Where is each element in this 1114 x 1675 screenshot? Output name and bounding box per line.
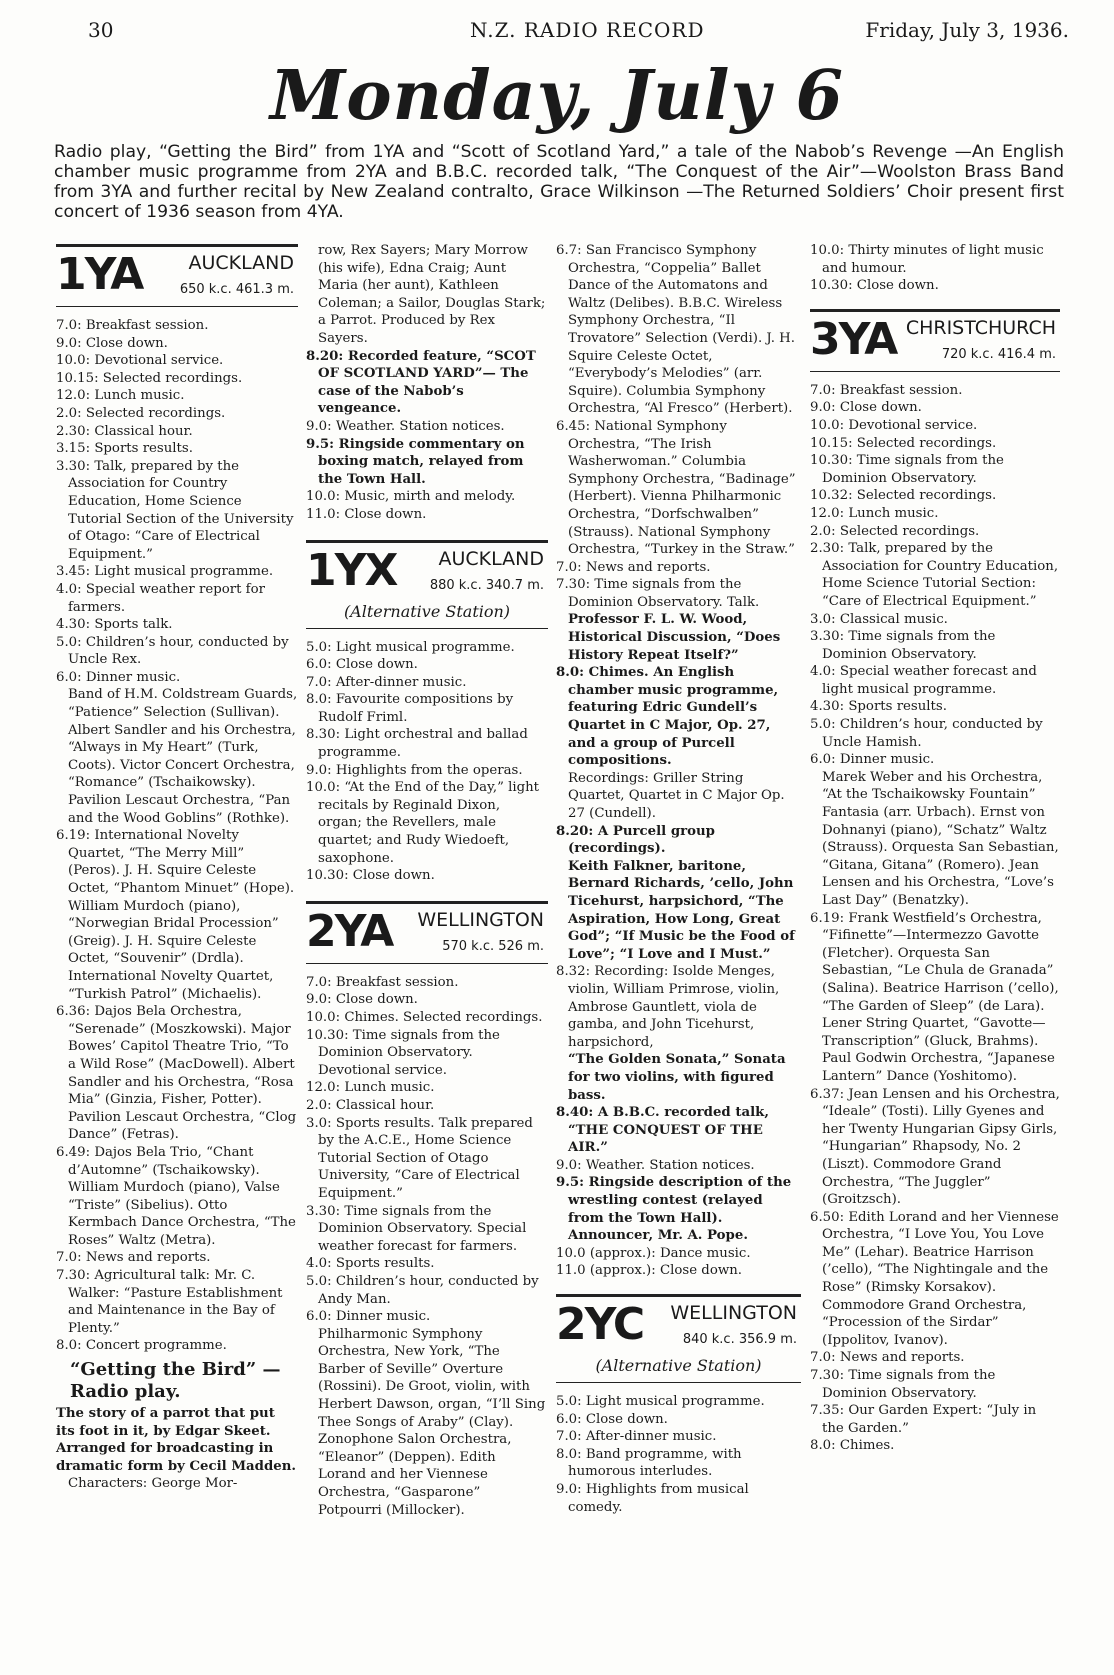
schedule-entry: 4.0: Special weather forecast and light musical programme. xyxy=(810,664,1037,697)
talk-detail: Professor F. L. W. Wood, Historical Discussion, “Does History Repeat Itself?” xyxy=(568,612,781,663)
schedule-detail: row, Rex Sayers; Mary Morrow (his wife), Edna Craig; Aunt Maria (her aunt), Kathleen Coleman; a Sailor, Douglas Stark; a Parrot. Produced by Rex Sayers. xyxy=(318,243,546,346)
schedule-entry: 9.5: Ringside description of the wrestling contest (relayed from the Town Hall). Announcer, Mr. A. Pope. xyxy=(556,1175,792,1244)
schedule-entry: 6.45: National Symphony Orchestra, “The Irish Washerwoman.” Columbia Symphony Orchestra, “Badinage” (Herbert). Vienna Philharmonic Orchestra, “Dorfschwalben” (Strauss). National Symphony Orchestra, “Turkey in the Straw.” xyxy=(556,418,796,558)
station-header-3ya xyxy=(810,309,1060,372)
schedule-entry: 10.15: Selected recordings. xyxy=(56,370,243,386)
column-3 xyxy=(556,242,801,1516)
schedule-entry: 3.30: Time signals from the Dominion Observatory. xyxy=(810,629,996,662)
schedule-entry: 10.0: “At the End of the Day,” light recitals by Reginald Dixon, organ; the Revellers, male quartet; and Rudy Wiedoeft, saxophone. xyxy=(306,780,540,866)
schedule-entry: 8.20: Recorded feature, “SCOT OF SCOTLAND YARD”— The case of the Nabob’s vengeance. xyxy=(306,348,536,417)
schedule-entry: 2.0: Selected recordings. xyxy=(56,405,226,421)
schedule-entry: 12.0: Lunch music. xyxy=(306,1080,435,1096)
schedule-entry: 8.20: A Purcell group (recordings). xyxy=(556,823,715,857)
intro-paragraph: Radio play, “Getting the Bird” from 1YA and “Scott of Scotland Yard,” a tale of the Nabob’s Revenge —An English chamber music programme from 2YA and B.B.C. recorded talk, “The Conquest of the Air”—Woolston Brass Band from 3YA and further recital by New Zealand contralto, Grace Wilkinson —The Returned Soldiers’ Choir present first concert of 1936 season from 4YA. xyxy=(54,142,1064,222)
schedule-entry: 5.0: Children’s hour, conducted by Uncle Hamish. xyxy=(810,717,1043,750)
schedule-entry: 12.0: Lunch music. xyxy=(810,505,939,521)
station-city: WELLINGTON xyxy=(417,908,544,931)
station-code: 2YA xyxy=(306,905,393,957)
schedule-entry: 10.15: Selected recordings. xyxy=(810,435,997,451)
schedule-entry: 9.0: Close down. xyxy=(810,400,922,416)
schedule-entry: 3.0: Sports results. Talk prepared by the A.C.E., Home Science Tutorial Section of Otago University, “Care of Electrical Equipment.” xyxy=(306,1115,533,1201)
schedule-entry: 9.0: Weather. Station notices. xyxy=(306,418,505,434)
schedule-entry: 6.19: International Novelty Quartet, “The Merry Mill” (Peros). J. H. Squire Celeste Octet, “Phantom Minuet” (Hope). William Murdoch (piano), “Norwegian Bridal Procession” (Greig). J. H. Squire Celeste Octet, “Souvenir” (Drdla). International Novelty Quartet, “Turkish Patrol” (Michaelis). xyxy=(56,828,295,1002)
schedule-entry: 6.19: Frank Westfield’s Orchestra, “Fifinette”—Intermezzo Gavotte (Fletcher). Orquesta San Sebastian, “Le Chula de Granada” (Salina). Beatrice Harrison (’cello), “The Garden of Sleep” (de Lara). Lener String Quartet, “Gavotte—Transcription” (Gluck, Brahms). Paul Godwin Orchestra, “Japanese Lantern” Dance (Yoshitomo). xyxy=(810,910,1059,1084)
station-frequency: 840 k.c. 356.9 m. xyxy=(682,1332,797,1348)
page-number: 30 xyxy=(88,18,114,42)
schedule-entry: 7.0: After-dinner music. xyxy=(556,1429,717,1445)
schedule-entry: 5.0: Children’s hour, conducted by Uncle Rex. xyxy=(56,634,289,668)
schedule-entry: 7.0: Breakfast session. xyxy=(306,974,459,990)
schedule-entry: 7.0: Breakfast session. xyxy=(810,382,963,398)
schedule-entry: 4.0: Sports results. xyxy=(306,1256,435,1272)
schedule-detail: Keith Falkner, baritone, Bernard Richards, ’cello, John Ticehurst, harpsichord, “The Aspiration, How Long, Great God”; “If Music be the Food of Love”; “I Love and I Must.” xyxy=(568,858,795,962)
schedule-entry: 7.30: Time signals from the Dominion Observatory. Talk. xyxy=(556,577,760,610)
schedule-detail: “The Golden Sonata,” Sonata for two violins, with figured bass. xyxy=(568,1052,786,1103)
station-city: AUCKLAND xyxy=(438,547,544,570)
schedule-entry: 7.30: Time signals from the Dominion Observatory. xyxy=(810,1368,996,1401)
schedule-entry: 8.32: Recording: Isolde Menges, violin, William Primrose, violin, Ambrose Gauntlett, viola de gamba, and John Ticehurst, harpsichord, xyxy=(556,964,780,1050)
station-header-2yc xyxy=(556,1294,801,1383)
schedule-entry: 6.0: Dinner music. xyxy=(306,1309,431,1325)
schedule-entry: 8.0: Chimes. An English chamber music programme, featuring Edric Gundell’s Quartet in C Major, Op. 27, and a group of Purcell compositions. xyxy=(556,665,779,769)
schedule-entry: 9.0: Highlights from musical comedy. xyxy=(556,1482,749,1515)
schedule-entry: 9.5: Ringside commentary on boxing match, relayed from the Town Hall. xyxy=(306,436,525,487)
schedule-entry: 10.30: Close down. xyxy=(306,868,435,884)
station-code: 1YX xyxy=(306,544,397,596)
schedule-entry: 3.45: Light musical programme. xyxy=(56,564,274,580)
station-header-1yx xyxy=(306,540,548,629)
schedule-entry: 3.0: Classical music. xyxy=(810,611,948,627)
station-header-1ya xyxy=(56,244,298,307)
page-header xyxy=(30,14,1074,44)
schedule-entry: 10.0: Chimes. Selected recordings. xyxy=(306,1010,543,1025)
schedule-entry: 6.36: Dajos Bela Orchestra, “Serenade” (Moszkowski). Major Bowes’ Capitol Theatre Trio, “To a Wild Rose” (MacDowell). Albert Sandler and his Orchestra, “Rosa Mia” (Ginzia, Fisher, Potter). Pavilion Lescaut Orchestra, “Clog Dance” (Fetras). xyxy=(56,1004,297,1143)
schedule-entry: 3.15: Sports results. xyxy=(56,441,193,457)
schedule-entry: 4.0: Special weather report for farmers. xyxy=(56,581,265,615)
schedule-entry: 9.0: Close down. xyxy=(306,992,418,1008)
schedule-entry: 9.0: Highlights from the operas. xyxy=(306,762,523,778)
schedule-entry: 8.40: A B.B.C. recorded talk, “THE CONQUEST OF THE AIR.” xyxy=(556,1105,769,1156)
station-frequency: 880 k.c. 340.7 m. xyxy=(429,577,544,593)
column-2 xyxy=(306,242,548,1519)
schedule-entry: 2.0: Selected recordings. xyxy=(810,523,980,539)
schedule-entry: 8.0: Concert programme. xyxy=(56,1338,227,1354)
schedule-entry: 8.0: Band programme, with humorous interludes. xyxy=(556,1446,742,1480)
masthead: N.Z. RADIO RECORD xyxy=(470,18,705,42)
column-1 xyxy=(56,242,298,1493)
schedule-entry: 6.0: Dinner music. xyxy=(56,669,181,685)
schedule-entry: 10.32: Selected recordings. xyxy=(810,488,997,504)
schedule-entry: 10.0: Music, mirth and melody. xyxy=(306,489,516,505)
schedule-entry: 2.30: Classical hour. xyxy=(56,423,193,439)
schedule-entry: 6.50: Edith Lorand and her Viennese Orchestra, “I Love You, You Love Me” (Lehar). Beatrice Harrison (’cello), “The Nightingale and the Rose” (Rimsky Korsakov). Commodore Grand Orchestra, “Procession of the Sirdar” (Ippolitov, Ivanov). xyxy=(810,1209,1059,1348)
schedule-entry: 7.0: News and reports. xyxy=(56,1250,211,1266)
schedule-entry: 7.0: News and reports. xyxy=(556,559,711,575)
characters-line: Characters: George Mor- xyxy=(68,1476,238,1492)
schedule-detail: Recordings: Griller String Quartet, Quartet in C Major Op. 27 (Cundell). xyxy=(568,770,785,821)
schedule-entry: 7.0: News and reports. xyxy=(810,1350,965,1366)
station-city: AUCKLAND xyxy=(188,252,294,274)
schedule-entry: 6.7: San Francisco Symphony Orchestra, “Coppelia” Ballet Dance of the Automatons and Waltz (Delibes). B.B.C. Wireless Symphony Orchestra, “Il Trovatore” Selection (Verdi). J. H. Squire Celeste Octet, “Everybody’s Melodies” (arr. Squire). Columbia Symphony Orchestra, “Al Fresco” (Herbert). xyxy=(556,243,795,417)
column-4 xyxy=(810,242,1060,1455)
schedule-entry: 2.0: Classical hour. xyxy=(306,1097,435,1113)
schedule-detail: Marek Weber and his Orchestra, “At the Tschaikowsky Fountain” Fantasia (arr. Urbach). Ernst von Dohnanyi (piano), “Schatz” Waltz (Strauss). Orquesta San Sebastian, “Gitana, Gitana” (Romero). Jean Lensen and his Orchestra, “Love’s Last Day” (Benatzky). xyxy=(822,769,1059,908)
schedule-entry: 6.0: Close down. xyxy=(306,657,418,673)
station-frequency: 650 k.c. 461.3 m. xyxy=(179,282,294,297)
schedule-entry: 4.30: Sports results. xyxy=(810,699,947,715)
schedule-entry: 4.30: Sports talk. xyxy=(56,617,173,633)
alternative-station-label: (Alternative Station) xyxy=(343,601,511,621)
station-code: 2YC xyxy=(556,1299,644,1351)
feature-description: The story of a parrot that put its foot in it, by Edgar Skeet. Arranged for broadcasting in dramatic form by Cecil Madden. xyxy=(56,1406,297,1474)
schedule-entry: 8.0: Favourite compositions by Rudolf Friml. xyxy=(306,692,514,725)
schedule-entry: 6.0: Close down. xyxy=(556,1411,668,1427)
station-code: 1YA xyxy=(56,249,143,300)
schedule-entry: 3.30: Talk, prepared by the Association for Country Education, Home Science Tutorial Section of the University of Otago: “Care of Electrical Equipment.” xyxy=(56,458,294,562)
schedule-entry: 6.37: Jean Lensen and his Orchestra, “Ideale” (Tosti). Lilly Gyenes and her Twenty Hungarian Gipsy Girls, “Hungarian” Rhapsody, No. 2 (Liszt). Commodore Grand Orchestra, “The Juggler” (Groitzsch). xyxy=(810,1086,1060,1208)
station-frequency: 720 k.c. 416.4 m. xyxy=(941,346,1056,362)
schedule-entry: 10.30: Close down. xyxy=(810,278,939,294)
schedule-entry: 7.0: Breakfast session. xyxy=(56,318,209,333)
alternative-station-label: (Alternative Station) xyxy=(595,1356,762,1376)
schedule-entry: 10.30: Time signals from the Dominion Observatory. Devotional service. xyxy=(306,1027,500,1078)
schedule-entry: 10.0: Devotional service. xyxy=(810,417,978,433)
station-city: CHRISTCHURCH xyxy=(905,316,1056,339)
schedule-entry: 6.0: Dinner music. xyxy=(810,752,935,768)
schedule-entry: 10.30: Time signals from the Dominion Observatory. xyxy=(810,453,1004,486)
schedule-entry: 12.0: Lunch music. xyxy=(56,388,185,404)
schedule-entry: 6.49: Dajos Bela Trio, “Chant d’Automne” (Tschaikowsky). William Murdoch (piano), Valse “Triste” (Sibelius). Otto Kermbach Dance Orchestra, “The Roses” Waltz (Metra). xyxy=(56,1144,296,1248)
schedule-entry: 10.0 (approx.): Dance music. xyxy=(556,1245,751,1261)
station-code: 3YA xyxy=(810,313,897,365)
schedule-entry: 3.30: Time signals from the Dominion Observatory. Special weather forecast for farmers. xyxy=(306,1203,527,1254)
schedule-detail: Band of H.M. Coldstream Guards, “Patience” Selection (Sullivan). Albert Sandler and his Orchestra, “Always in My Heart” (Turk, Coots). Victor Concert Orchestra, “Romance” (Tschaikowsky). Pavilion Lescaut Orchestra, “Pan and the Wood Goblins” (Rothke). xyxy=(68,687,298,826)
issue-date: Friday, July 3, 1936. xyxy=(865,18,1069,42)
schedule-entry: 5.0: Children’s hour, conducted by Andy Man. xyxy=(306,1273,539,1307)
schedule-entry: 9.0: Close down. xyxy=(56,335,168,351)
schedule-entry: 11.0 (approx.): Close down. xyxy=(556,1263,742,1279)
schedule-detail: Philharmonic Symphony Orchestra, New York, “The Barber of Seville” Overture (Rossini). De Groot, violin, with Herbert Dawson, organ, “I’ll Sing Thee Songs of Araby” (Clay). Zonophone Salon Orchestra, “Eleanor” (Deppen). Edith Lorand and her Viennese Orchestra, “Gasparone” Potpourri (Millocker). xyxy=(318,1326,546,1518)
schedule-entry: 7.30: Agricultural talk: Mr. C. Walker: “Pasture Establishment and Maintenance in the Bay of Plenty.” xyxy=(56,1268,283,1336)
station-header-2ya xyxy=(306,901,548,964)
schedule-entry: 10.0: Thirty minutes of light music and humour. xyxy=(810,243,1044,276)
schedule-entry: 7.35: Our Garden Expert: “July in the Garden.” xyxy=(810,1403,1037,1436)
schedule-entry: 8.0: Chimes. xyxy=(810,1438,895,1454)
schedule-entry: 11.0: Close down. xyxy=(306,506,427,522)
page-title: Monday, July 6 xyxy=(270,56,844,136)
feature-title: “Getting the Bird” —Radio play. xyxy=(70,1359,281,1403)
station-frequency: 570 k.c. 526 m. xyxy=(442,938,544,954)
station-city: WELLINGTON xyxy=(670,1302,797,1325)
schedule-entry: 8.30: Light orchestral and ballad programme. xyxy=(306,727,528,761)
schedule-entry: 9.0: Weather. Station notices. xyxy=(556,1157,755,1173)
schedule-entry: 2.30: Talk, prepared by the Association for Country Education, Home Science Tutorial Section: “Care of Electrical Equipment.” xyxy=(810,541,1059,609)
schedule-entry: 5.0: Light musical programme. xyxy=(556,1394,765,1410)
schedule-entry: 5.0: Light musical programme. xyxy=(306,639,515,655)
schedule-entry: 10.0: Devotional service. xyxy=(56,353,224,369)
schedule-entry: 7.0: After-dinner music. xyxy=(306,674,467,690)
